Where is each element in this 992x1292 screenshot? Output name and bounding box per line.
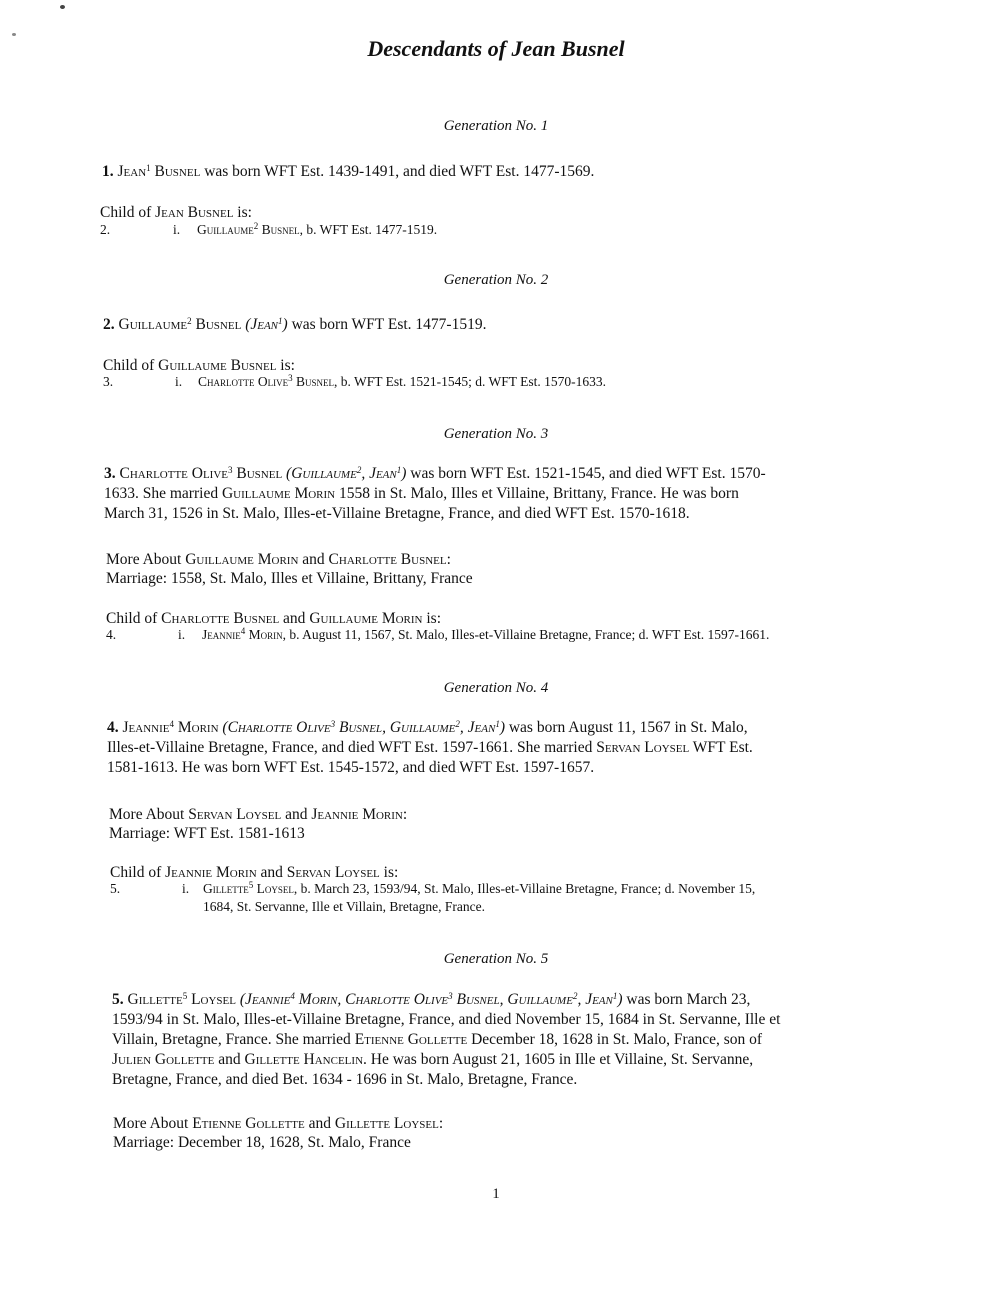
person-entry-2: 2. Guillaume$^2$ Busnel (Jean$^1$) was born WFT Est. 1477-1519. bbox=[103, 316, 487, 333]
marriage-info: Marriage: WFT Est. 1581-1613 bbox=[109, 825, 305, 842]
page-title: Descendants of Jean Busnel bbox=[367, 36, 625, 61]
person-entry-3: 3. Charlotte Olive$^3$ Busnel (Guillaume$^2$, Jean$^1$) was born WFT Est. 1521-1545, and died WFT Est. 1570- 1633. She married Guillaume Morin 1558 in St. Malo, Illes et Villaine, Brittany, France. He was born March 31, 1526 in St. Malo, Illes-et-Villaine Bretagne, France, and died WFT Est. 1570-1618. bbox=[104, 465, 766, 522]
marriage-info: Marriage: 1558, St. Malo, Illes et Villaine, Brittany, France bbox=[106, 570, 473, 587]
more-about-heading: More About Guillaume Morin and Charlotte Busnel: bbox=[106, 551, 451, 568]
generation-heading-1: Generation No. 1 bbox=[443, 118, 549, 134]
child-row: 2. i. Guillaume$^2$ Busnel, b. WFT Est. 1477-1519. bbox=[100, 221, 438, 237]
generation-heading-3: Generation No. 3 bbox=[443, 426, 549, 442]
person-entry-5: 5. Gillette$^5$ Loysel (Jeannie$^4$ Morin, Charlotte Olive$^3$ Busnel, Guillaume$^2$, Jean$^1$) was born March 23, 1593/94 in St. Malo, Illes-et-Villaine Bretagne, France, and died November 15, 1684 in St. Servanne, Ille et Villain, Bretagne, France. She married Etienne Gollette December 18, 1628 in St. Malo, France, son of Julien Gollette and Gillette Hancelin. He was born August 21, 1605 in Ille et Villaine, St. Servanne, Bretagne, France, and died Bet. 1634 - 1696 in St. Malo, Bretagne, France. bbox=[112, 991, 781, 1088]
scan-speck bbox=[60, 5, 65, 9]
more-about-heading: More About Servan Loysel and Jeannie Morin: bbox=[109, 806, 408, 823]
generation-heading-2: Generation No. 2 bbox=[443, 272, 549, 288]
marriage-info: Marriage: December 18, 1628, St. Malo, France bbox=[113, 1134, 411, 1151]
person-entry-1: 1. Jean$^1$ Busnel was born WFT Est. 1439-1491, and died WFT Est. 1477-1569. bbox=[102, 163, 595, 180]
more-about-heading: More About Etienne Gollette and Gillette Loysel: bbox=[113, 1115, 444, 1132]
child-heading: Child of Charlotte Busnel and Guillaume Morin is: bbox=[106, 610, 442, 627]
person-entry-4: 4. Jeannie$^4$ Morin (Charlotte Olive$^3$ Busnel, Guillaume$^2$, Jean$^1$) was born August 11, 1567 in St. Malo, Illes-et-Villaine Bretagne, France, and died WFT Est. 1597-1661. She married Servan Loysel WFT Est. 1581-1613. He was born WFT Est. 1545-1572, and died WFT Est. 1597-1657. bbox=[107, 719, 753, 776]
child-row: 5. i. Gillette$^5$ Loysel, b. March 23, 1593/94, St. Malo, Illes-et-Villaine Bretagne, France; d. November 15, 1684, St. Servanne, Ille et Villain, Bretagne, France. bbox=[110, 880, 756, 914]
child-row: 3. i. Charlotte Olive$^3$ Busnel, b. WFT Est. 1521-1545; d. WFT Est. 1570-1633. bbox=[103, 373, 607, 389]
generation-heading-5: Generation No. 5 bbox=[443, 951, 549, 967]
child-row: 4. i. Jeannie$^4$ Morin, b. August 11, 1567, St. Malo, Illes-et-Villaine Bretagne, France; d. WFT Est. 1597-1661. bbox=[106, 626, 770, 642]
page-number: 1 bbox=[492, 1186, 500, 1202]
generation-heading-4: Generation No. 4 bbox=[443, 680, 549, 696]
child-heading: Child of Jean Busnel is: bbox=[100, 204, 252, 221]
child-heading: Child of Guillaume Busnel is: bbox=[103, 357, 295, 374]
child-heading: Child of Jeannie Morin and Servan Loysel is: bbox=[110, 864, 399, 881]
